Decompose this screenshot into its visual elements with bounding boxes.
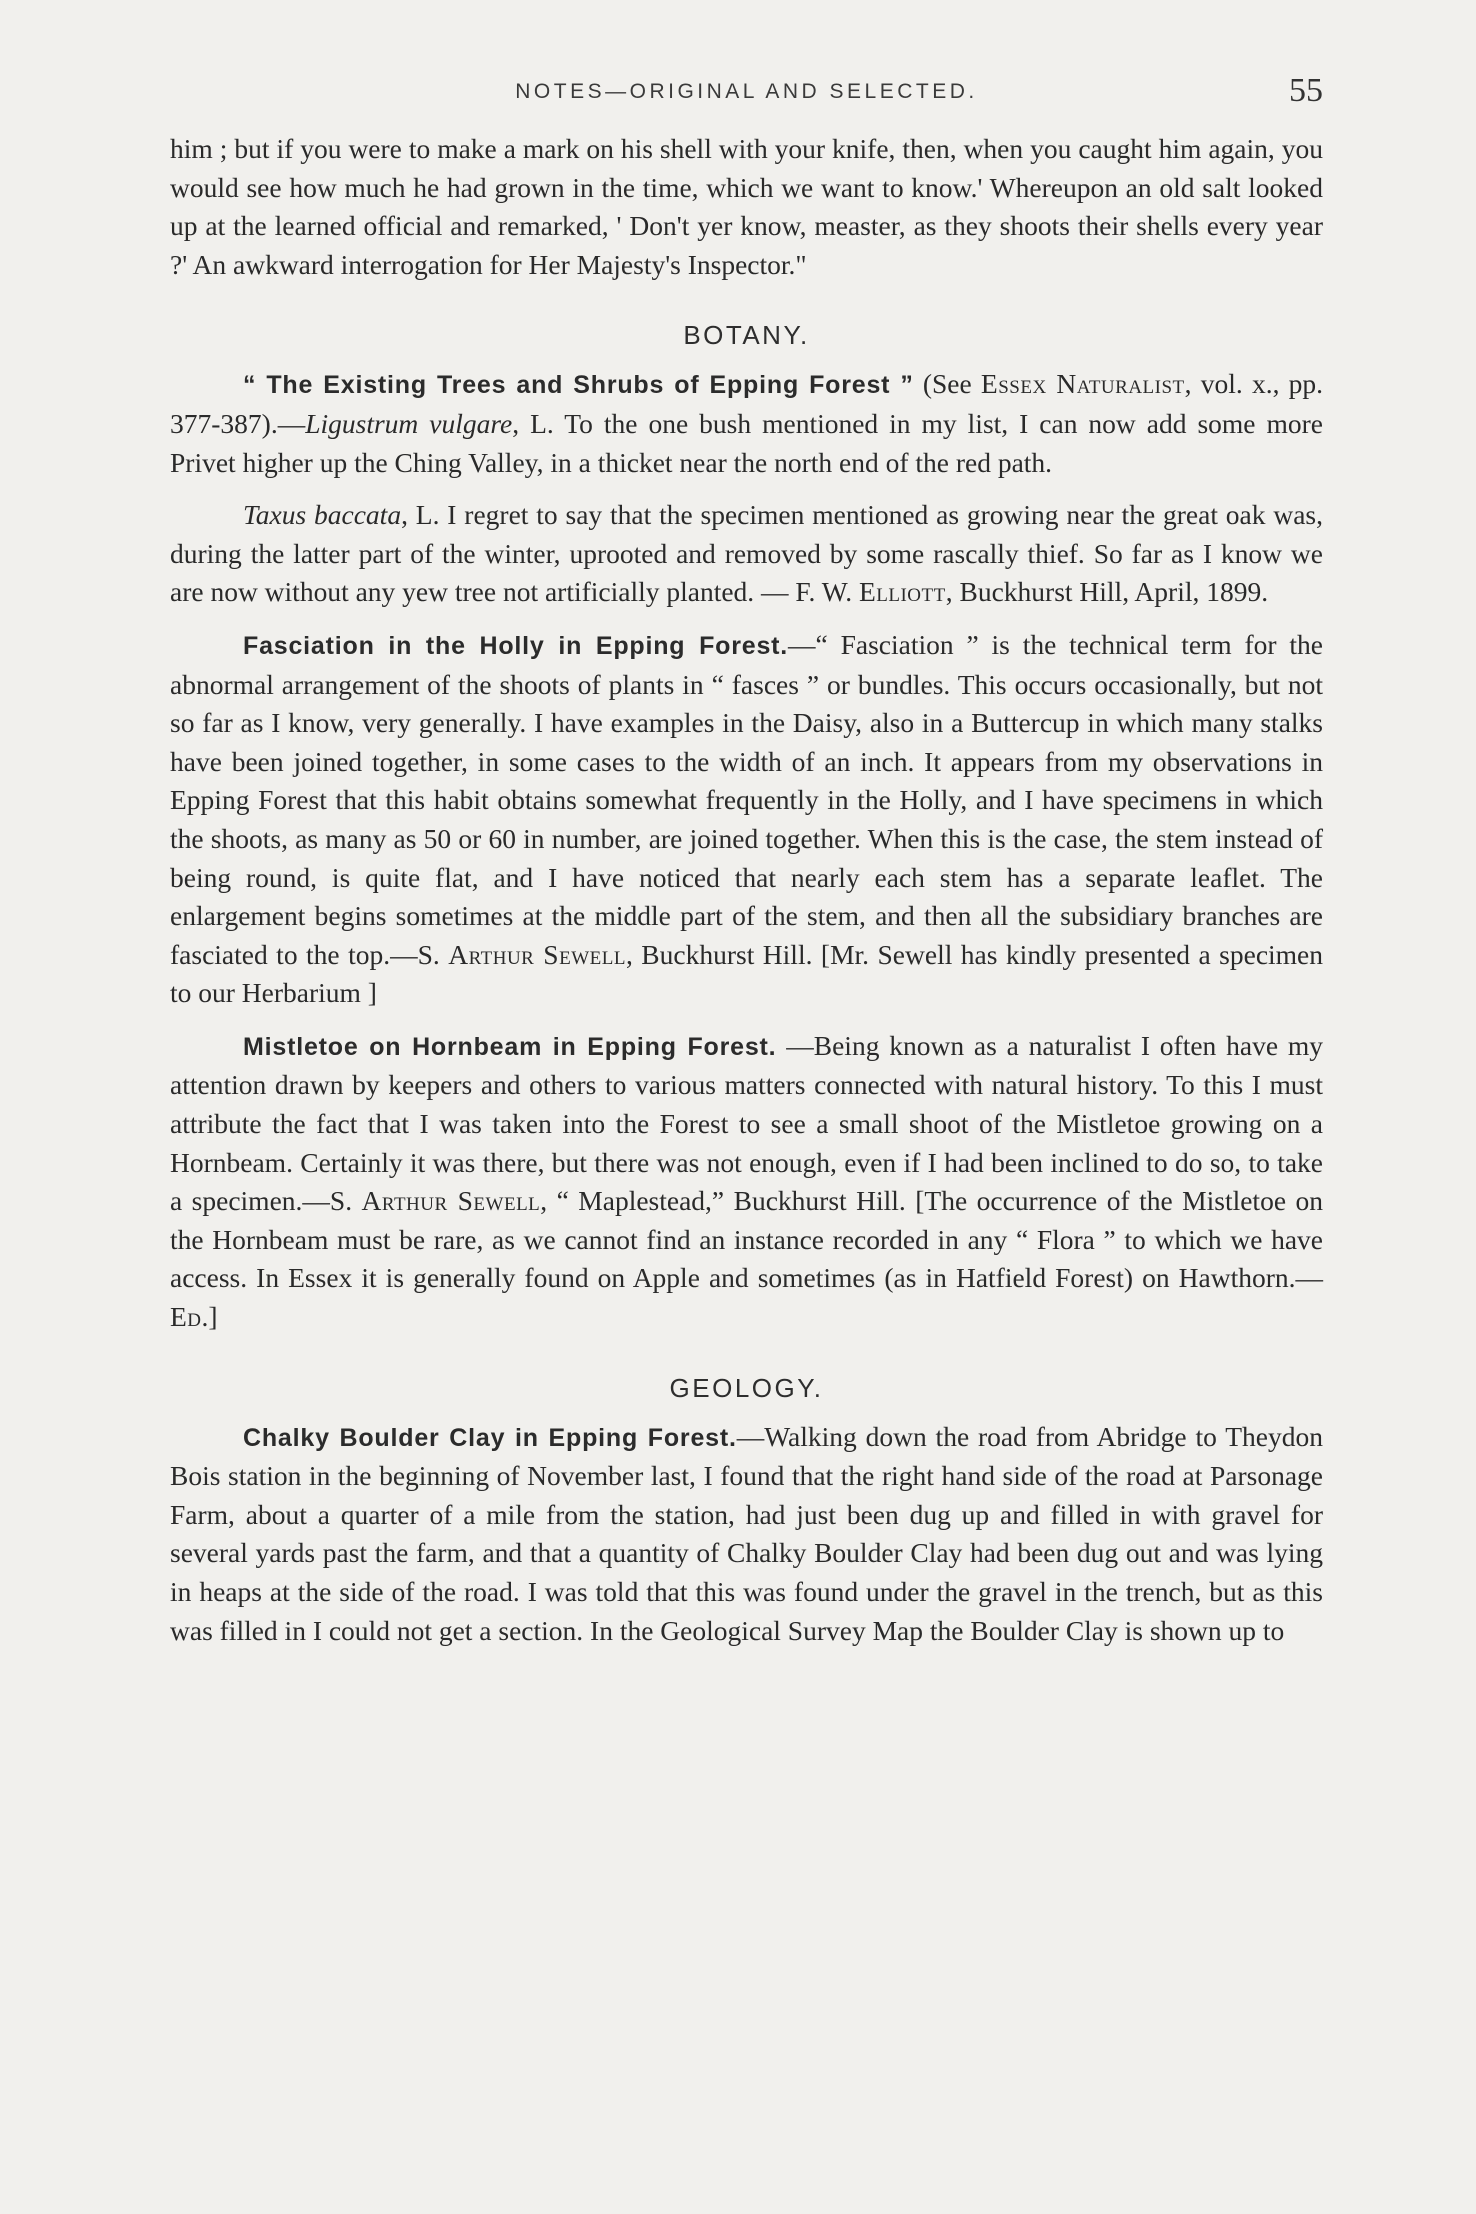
mistletoe-paragraph (170, 1027, 1323, 1337)
taxus-species: Taxus baccata (243, 499, 402, 531)
mistletoe-end: .] (201, 1301, 218, 1333)
mistletoe-editor: Ed (170, 1301, 202, 1333)
page-number: 55 (1289, 72, 1323, 109)
boulder-paragraph (170, 1418, 1323, 1651)
taxus-tail: , Buckhurst Hill, April, 1899. (945, 576, 1269, 608)
fasciation-paragraph (170, 626, 1323, 1013)
trees-ref-open: (See (913, 368, 981, 400)
intro-paragraph: him ; but if you were to make a mark on his shell with your knife, then, when you caught him again, you would see how much he had grown in the time, which we want to know.' Whereupon an old salt looked up at the learned official and remarked, ' Don't yer know, measter, as they shoots their shells every year ?' An awkward interrogation for Her Majesty's Inspector." (170, 133, 1323, 280)
trees-journal: Essex Naturalist (980, 368, 1185, 400)
taxus-text: , L. I regret to say that the specimen mentioned as growing near the great oak was, during the latter part of the winter, uprooted and removed by some rascally thief. So far as I know we are now without any yew tree not artificially planted. — F. W. (170, 499, 1323, 608)
mistletoe-author: Arthur Sewell (361, 1185, 541, 1217)
taxus-author: Elliott (858, 576, 946, 608)
trees-paragraph (170, 365, 1323, 482)
geology-heading: GEOLOGY. (669, 1372, 824, 1403)
botany-heading: BOTANY. (683, 320, 810, 351)
fasciation-title: Fasciation in the Holly in Epping Forest. (243, 631, 789, 660)
boulder-text: —Walking down the road from Abridge to Theydon Bois station in the beginning of November last, I found that the right hand side of the road at Parsonage Farm, about a quarter of a mile from the station, had just been dug up and filled in with gravel for several yards past the farm, and that a quantity of Chalky Boulder Clay had been dug out and was lying in heaps at the side of the road. I was told that this was found under the gravel in the trench, but as this was filled in I could not get a section. In the Geological Survey Map the Boulder Clay is shown up to (170, 1420, 1323, 1646)
mistletoe-title: Mistletoe on Hornbeam in Epping Forest. (243, 1032, 777, 1061)
mistletoe-tail: , “ Maplestead,” Buckhurst Hill. [The occurrence of the Mistletoe on the Hornbeam must be rare, as we cannot find an instance recorded in any “ Flora ” to which we have access. In Essex it is generally found on Apple and sometimes (as in Hatfield Forest) on Hawthorn.— (170, 1185, 1323, 1294)
running-head (170, 70, 1323, 130)
fasciation-tail: , Buckhurst Hill. [Mr. Sewell has kindly presented a specimen to our Herbarium ] (170, 938, 1324, 1009)
trees-text: , L. To the one bush mentioned in my list, I can now add some more Privet higher up the Ching Valley, in a thicket near the north end of the red path. (170, 407, 1323, 478)
fasciation-text: —“ Fasciation ” is the technical term for the abnormal arrangement of the shoots of plants in “ fasces ” or bundles. This occurs occasionally, but not so far as I know, very generally. I have examples in the Daisy, also in a Buttercup in which many stalks have been joined together, in some cases to the width of an inch. It appears from my observations in Epping Forest that this habit obtains somewhat frequently in the Holly, and I have specimens in which the shoots, as many as 50 or 60 in number, are joined together. When this is the case, the stem instead of being round, is quite flat, and I have noticed that nearly each stem has a separate leaflet. The enlargement begins sometimes at the middle part of the stem, and then all the subsidiary branches are fasciated to the top.—S. (170, 628, 1323, 970)
page (170, 70, 1323, 1650)
mistletoe-text: —Being known as a naturalist I often have my attention drawn by keepers and others to various matters connected with natural history. To this I must attribute the fact that I was taken into the Forest to see a small shoot of the Mistletoe growing on a Hornbeam. Certainly it was there, but there was not enough, even if I had been inclined to do so, to take a specimen.—S. (170, 1029, 1323, 1217)
trees-title: “ The Existing Trees and Shrubs of Epping Forest ” (243, 371, 914, 400)
taxus-paragraph (170, 496, 1323, 612)
trees-species: Ligustrum vulgare (305, 407, 513, 439)
fasciation-author: Arthur Sewell (448, 938, 626, 970)
running-title: NOTES—ORIGINAL AND SELECTED. (515, 80, 978, 103)
trees-ref-close: , vol. x., pp. 377-387).— (170, 368, 1324, 439)
boulder-title: Chalky Boulder Clay in Epping Forest. (243, 1423, 737, 1452)
